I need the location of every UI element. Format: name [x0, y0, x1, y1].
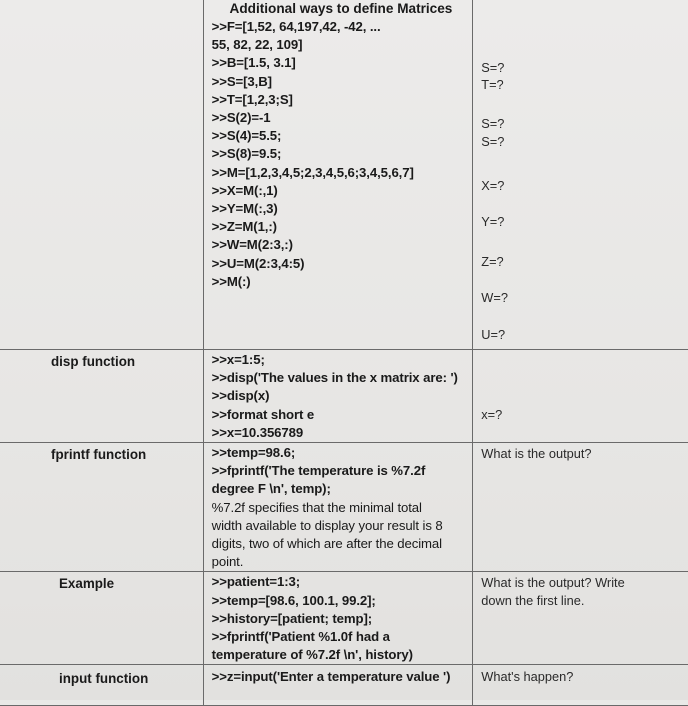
- label-cell-example: [0, 572, 203, 665]
- code-line: >>x=1:5;: [211, 352, 265, 367]
- code-line: >>format short e: [211, 406, 315, 422]
- answer-w: W=?: [481, 290, 508, 305]
- code-line: >>M(:): [211, 273, 251, 289]
- table-row-fprintf: [0, 443, 688, 572]
- note-line: point.: [211, 554, 244, 570]
- code-line: >>S(4)=5.5;: [211, 128, 282, 144]
- code-cell-disp: [203, 350, 473, 443]
- code-line: >>patient=1:3;: [211, 574, 301, 590]
- label-cell-disp: [0, 350, 203, 443]
- answer-fprintf: What is the output?: [481, 446, 592, 462]
- answer-u: U=?: [481, 327, 506, 342]
- answer-cell-fprintf: [473, 443, 688, 572]
- code-line: >>F=[1,52, 64,197,42, -42, ...: [211, 19, 381, 34]
- code-cell-example: [203, 572, 473, 665]
- answer-cell-matrices: [473, 0, 688, 350]
- note-line: width available to display your result is 8: [211, 517, 443, 533]
- note-line: %7.2f specifies that the minimal total: [211, 499, 422, 515]
- answer-example-line1: What is the output? Write: [481, 575, 625, 591]
- code-line: >>S(8)=9.5;: [211, 146, 282, 162]
- answer-z: Z=?: [481, 254, 504, 269]
- code-line: >>disp('The values in the x matrix are: '): [211, 370, 458, 386]
- code-cell-matrices: [203, 0, 473, 350]
- answer-cell-disp: [473, 350, 688, 443]
- code-line: >>fprintf('Patient %1.0f had a: [211, 629, 390, 645]
- answer-disp: x=?: [481, 407, 503, 422]
- code-line: >>S=[3,B]: [211, 73, 272, 89]
- code-line: >>history=[patient; temp];: [211, 610, 373, 626]
- code-line: degree F \n', temp);: [211, 481, 331, 497]
- answer-x: X=?: [481, 178, 505, 193]
- label-cell-fprintf: [0, 443, 203, 572]
- answer-input: What's happen?: [481, 669, 574, 685]
- code-line: >>fprintf('The temperature is %7.2f: [211, 463, 426, 479]
- answer-cell-example: [473, 572, 688, 665]
- code-line: >>W=M(2:3,:): [211, 237, 293, 253]
- answer-s2: S=?: [481, 116, 505, 131]
- table-row-example: [0, 572, 688, 665]
- code-line: >>Z=M(1,:): [211, 219, 277, 235]
- table-row-disp: [0, 350, 688, 443]
- example-label: Example: [59, 576, 115, 592]
- code-line: >>z=input('Enter a temperature value '): [211, 669, 451, 685]
- code-line: >>temp=98.6;: [211, 445, 296, 461]
- label-cell-matrices: [0, 0, 203, 350]
- answer-s: S=?: [481, 60, 505, 75]
- code-line: >>U=M(2:3,4:5): [211, 255, 305, 271]
- disp-label: disp function: [51, 354, 136, 369]
- note-line: digits, two of which are after the decimal: [211, 536, 442, 552]
- answer-t: T=?: [481, 77, 504, 92]
- table-row-matrices: [0, 0, 688, 350]
- code-line: >>S(2)=-1: [211, 110, 271, 126]
- answer-s4: S=?: [481, 134, 505, 149]
- fprintf-label: fprintf function: [51, 447, 147, 463]
- code-line: 55, 82, 22, 109]: [211, 37, 303, 53]
- code-line: >>Y=M(:,3): [211, 201, 278, 217]
- code-line: >>T=[1,2,3;S]: [211, 91, 293, 107]
- code-line: >>temp=[98.6, 100.1, 99.2];: [211, 592, 376, 608]
- matrices-title: Additional ways to define Matrices: [229, 1, 453, 16]
- code-line: >>M=[1,2,3,4,5;2,3,4,5,6;3,4,5,6,7]: [211, 164, 414, 180]
- answer-y: Y=?: [481, 214, 505, 229]
- code-line: >>x=10.356789: [211, 424, 304, 440]
- input-label: input function: [59, 671, 149, 687]
- code-cell-fprintf: [203, 443, 473, 572]
- answer-example-line2: down the first line.: [481, 592, 585, 608]
- code-line: >>B=[1.5, 3.1]: [211, 55, 296, 71]
- code-line: >>X=M(:,1): [211, 182, 278, 198]
- code-line: temperature of %7.2f \n', history): [211, 647, 413, 663]
- code-line: >>disp(x): [211, 388, 270, 404]
